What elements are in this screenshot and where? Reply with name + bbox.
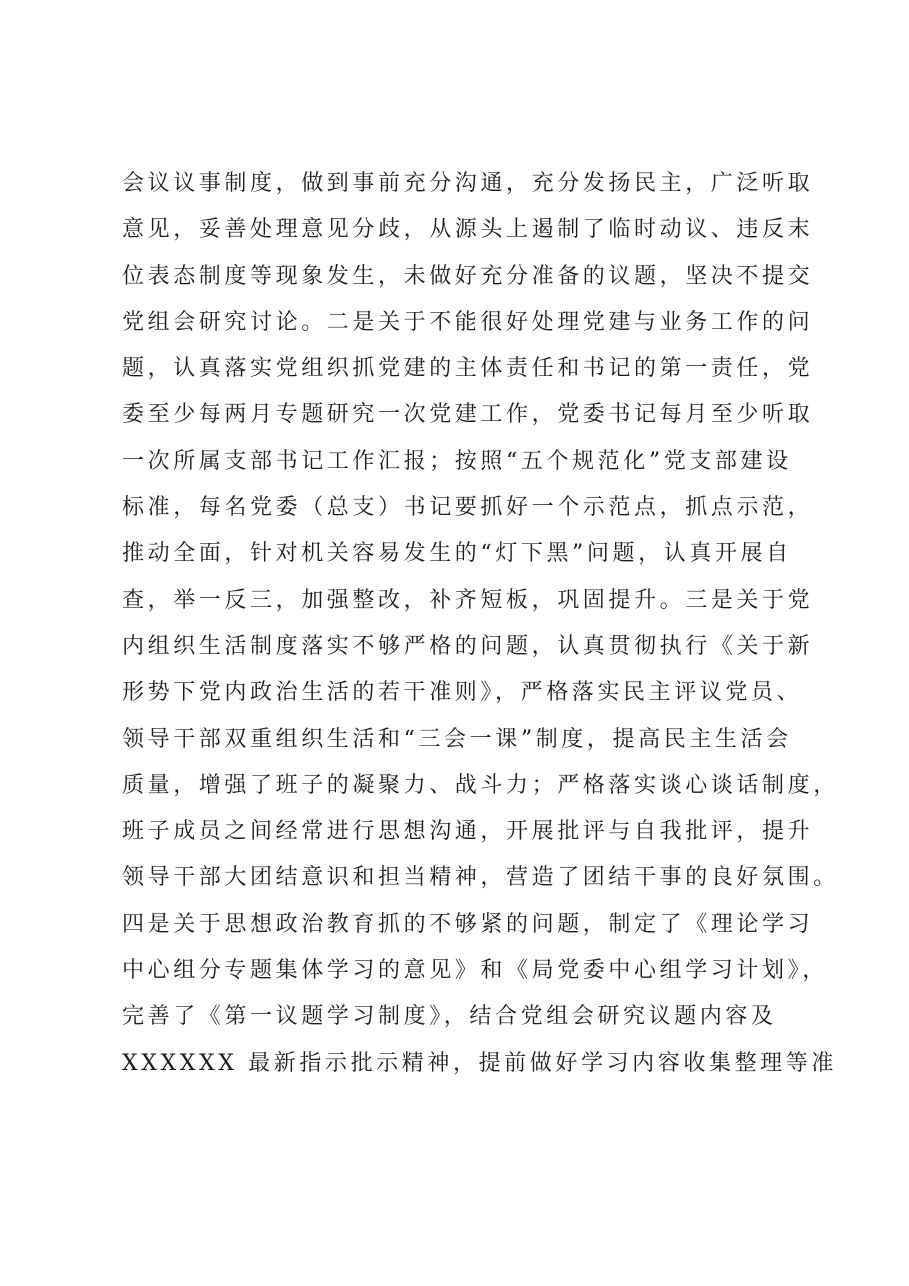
text-line-3: 位表态制度等现象发生，未做好充分准备的议题，坚决不提交 bbox=[122, 263, 814, 289]
text-line-4: 党组会研究讨论。二是关于不能很好处理党建与业务工作的问 bbox=[122, 309, 814, 335]
text-line-10: 查，举一反三，加强整改，补齐短板，巩固提升。三是关于党 bbox=[122, 587, 814, 613]
text-line-5: 题，认真落实党组织抓党建的主体责任和书记的第一责任，党 bbox=[122, 356, 814, 382]
text-line-12: 形势下党内政治生活的若干准则》，严格落实民主评议党员、 bbox=[122, 680, 803, 706]
text-line-15: 班子成员之间经常进行思想沟通，开展批评与自我批评，提升 bbox=[122, 819, 814, 845]
text-line-2: 意见，妥善处理意见分歧，从源头上遏制了临时动议、违反末 bbox=[122, 217, 814, 243]
body-text bbox=[122, 161, 839, 1087]
text-line-19: 完善了《第一议题学习制度》，结合党组会研究议题内容及 bbox=[122, 1004, 777, 1030]
text-line-13: 领导干部双重组织生活和“三会一课”制度，提高民主生活会 bbox=[122, 726, 792, 752]
text-line-11: 内组织生活制度落实不够严格的问题，认真贯彻执行《关于新 bbox=[122, 633, 814, 659]
text-line-1: 会议议事制度，做到事前充分沟通，充分发扬民主，广泛听取 bbox=[122, 171, 814, 196]
text-line-7: 一次所属支部书记工作汇报；按照“五个规范化”党支部建设 bbox=[122, 448, 792, 474]
text-line-20: XXXXXX 最新指示批示精神，提前做好学习内容收集整理等准 bbox=[122, 1050, 837, 1076]
text-line-14: 质量，增强了班子的凝聚力、战斗力；严格落实谈心谈话制度， bbox=[122, 772, 839, 798]
text-line-18: 中心组分专题集体学习的意见》和《局党委中心组学习计划》， bbox=[122, 958, 828, 984]
text-line-6: 委至少每两月专题研究一次党建工作，党委书记每月至少听取 bbox=[122, 402, 814, 428]
text-line-16: 领导干部大团结意识和担当精神，营造了团结干事的良好氛围。 bbox=[122, 865, 839, 891]
text-line-17: 四是关于思想政治教育抓的不够紧的问题，制定了《理论学习 bbox=[122, 911, 814, 937]
text-line-9: 推动全面，针对机关容易发生的“灯下黑”问题，认真开展自 bbox=[122, 541, 792, 567]
text-line-8: 标准，每名党委（总支）书记要抓好一个示范点，抓点示范， bbox=[122, 495, 814, 521]
